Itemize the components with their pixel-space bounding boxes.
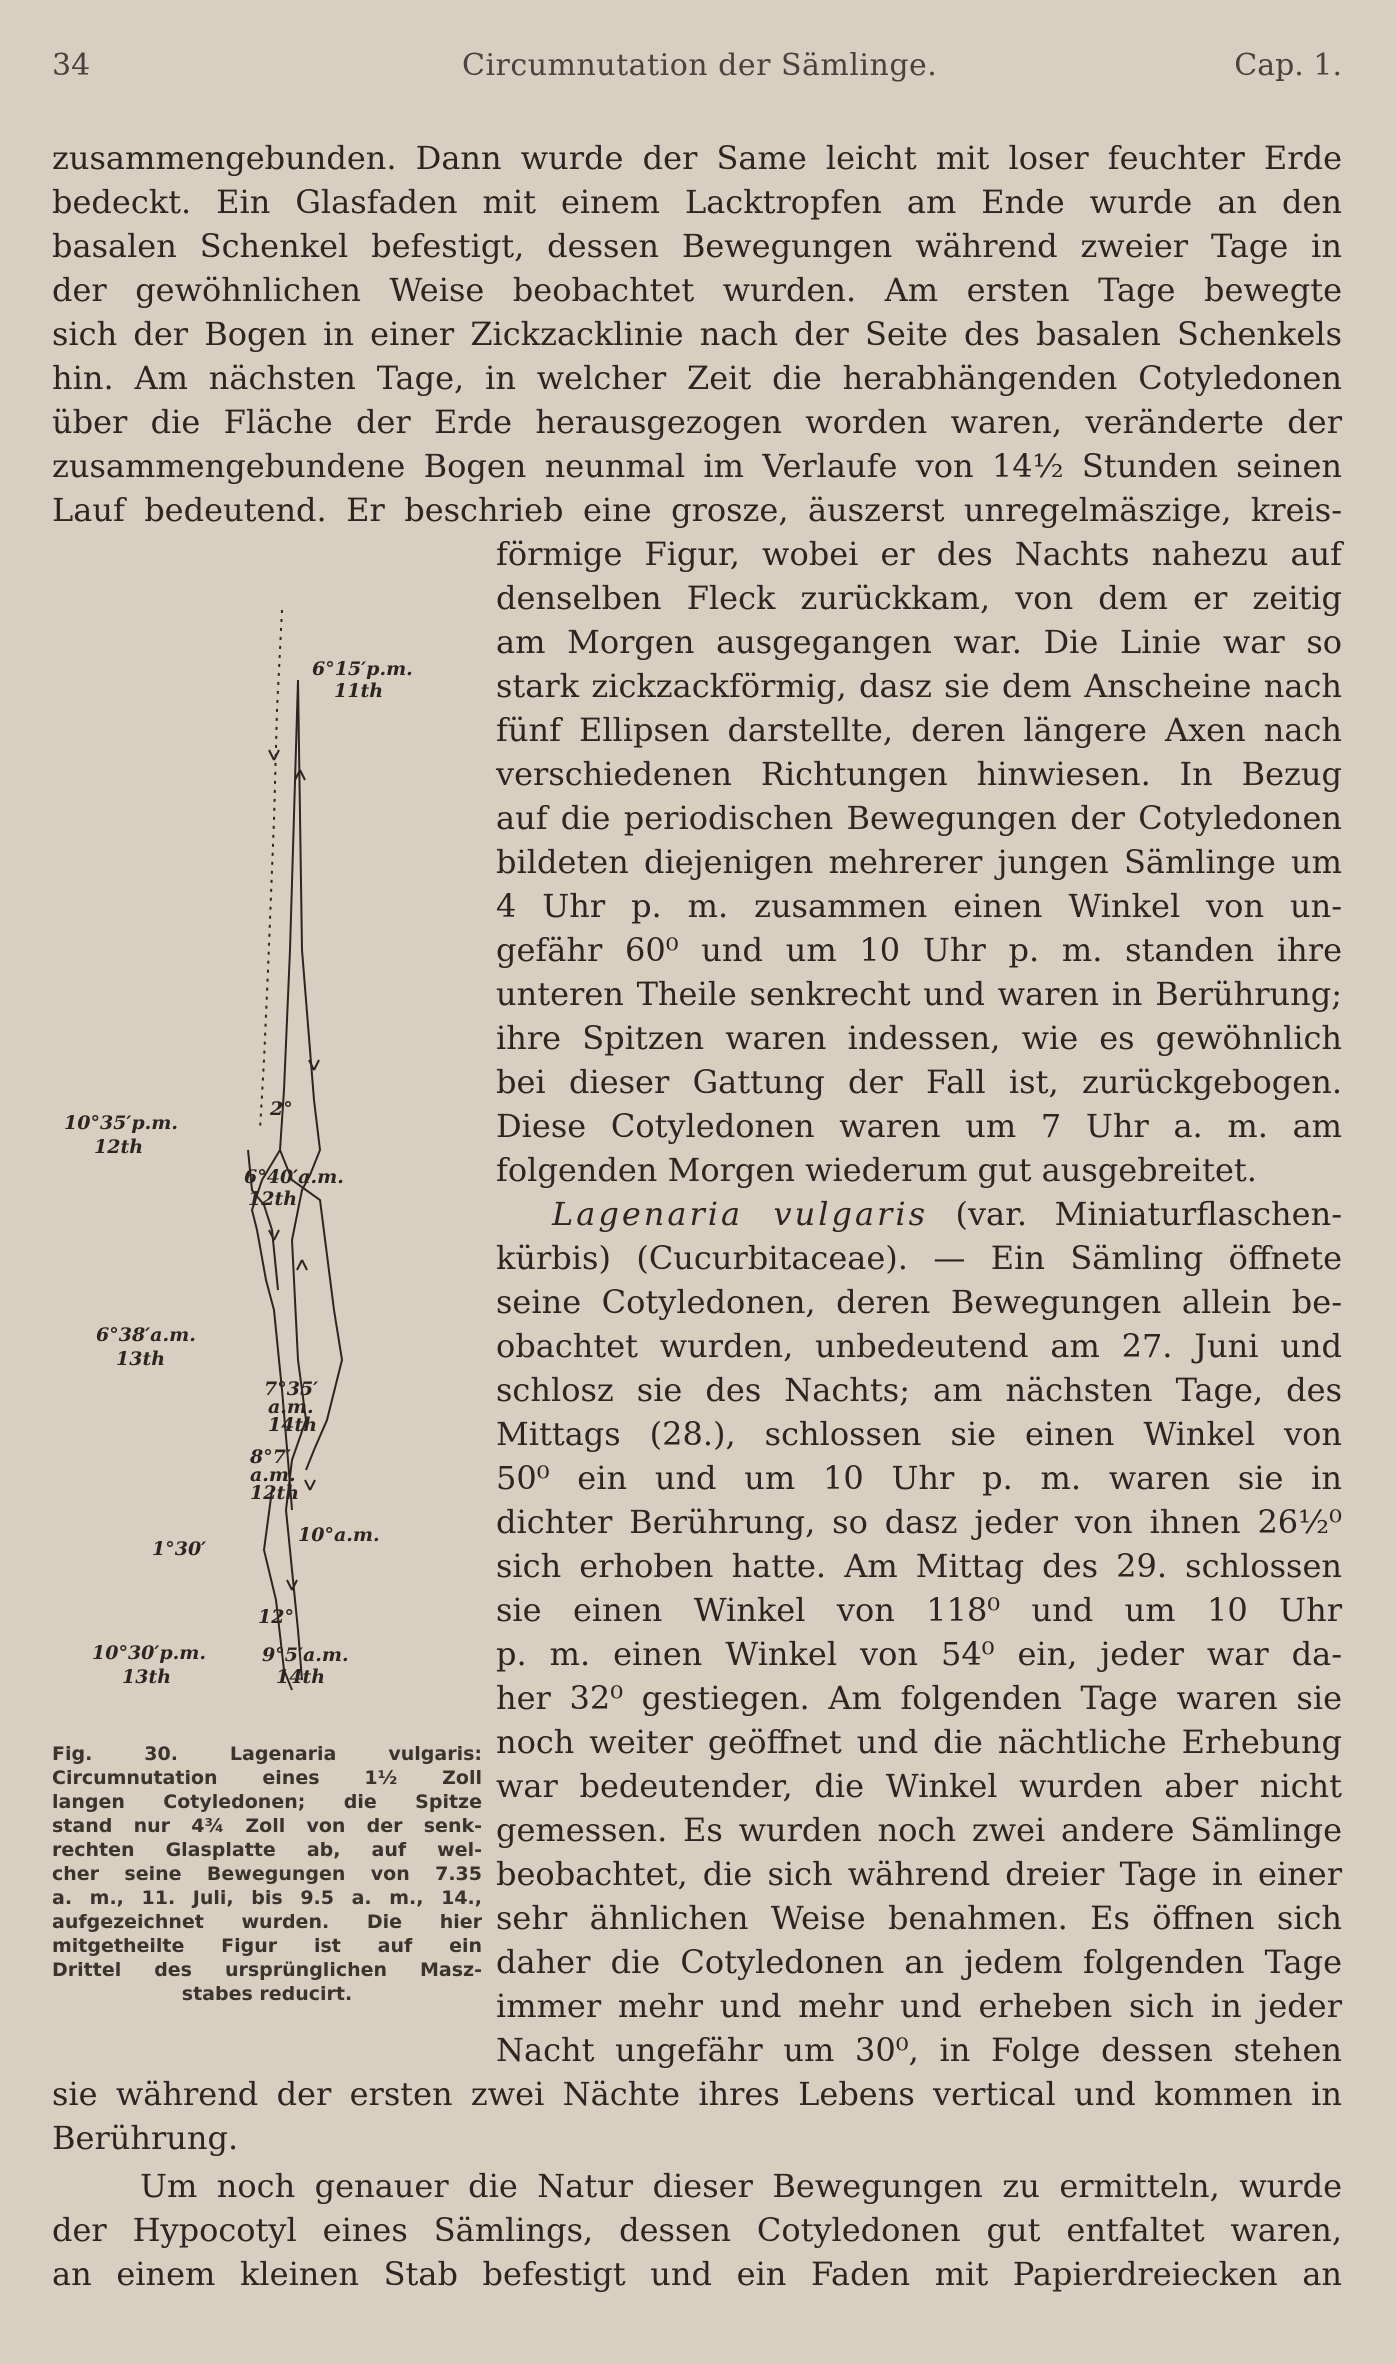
text-line: bei dieser Gattung der Fall ist, zurückgebogen.	[496, 1063, 1342, 1101]
text-line: kürbis) (Cucurbitaceae). — Ein Sämling öffnete	[496, 1239, 1342, 1277]
fig-label: 10°a.m.	[298, 1524, 380, 1546]
fig-label: 1°30′	[152, 1538, 207, 1560]
text-line: sich der Bogen in einer Zickzacklinie nach der Seite des basalen Schenkels	[52, 315, 1342, 353]
fig-label: 12th	[248, 1188, 298, 1210]
caption-line: Fig. 30. Lagenaria vulgaris:	[52, 1743, 482, 1765]
text-line: Lauf bedeutend. Er beschrieb eine grosze, äuszerst unregelmäszige, kreis-	[52, 491, 1342, 529]
text-line: an einem kleinen Stab befestigt und ein Faden mit Papierdreiecken an	[52, 2255, 1342, 2293]
fig-label: 14th	[276, 1666, 326, 1688]
text-line: basalen Schenkel befestigt, dessen Bewegungen während zweier Tage in	[52, 227, 1342, 265]
text-line: gemessen. Es wurden noch zwei andere Sämlinge	[496, 1811, 1342, 1849]
text-line: Diese Cotyledonen waren um 7 Uhr a. m. am	[496, 1107, 1342, 1145]
caption-line: Circumnutation eines 1½ Zoll	[52, 1767, 482, 1789]
text-line: bildeten diejenigen mehrerer jungen Sämlinge um	[496, 843, 1342, 881]
fig-label: 13th	[122, 1666, 172, 1688]
text-line: war bedeutender, die Winkel wurden aber nicht	[496, 1767, 1342, 1805]
text-line: sie einen Winkel von 118⁰ und um 10 Uhr	[496, 1591, 1342, 1629]
running-title: Circumnutation der Sämlinge.	[462, 48, 938, 83]
page-number: 34	[52, 48, 91, 83]
text-line: denselben Fleck zurückkam, von dem er zeitig	[496, 579, 1342, 617]
arrow-down	[287, 1580, 297, 1590]
text-line: seine Cotyledonen, deren Bewegungen allein be-	[496, 1283, 1342, 1321]
text-line: unteren Theile senkrecht und waren in Berührung;	[496, 975, 1342, 1013]
caption-line: langen Cotyledonen; die Spitze	[52, 1791, 482, 1813]
figure-caption	[52, 1742, 482, 2006]
text-line: 50⁰ ein und um 10 Uhr p. m. waren sie in	[496, 1459, 1342, 1497]
text-line: fünf Ellipsen darstellte, deren längere Axen nach	[496, 711, 1342, 749]
species-line	[496, 1192, 1342, 1236]
figure-30	[52, 590, 492, 1730]
fig-label: a.m.	[268, 1396, 314, 1418]
text-line: daher die Cotyledonen an jedem folgenden Tage	[496, 1943, 1342, 1981]
text-line: folgenden Morgen wiederum gut ausgebreitet.	[496, 1151, 1257, 1189]
text-line: zusammengebunden. Dann wurde der Same leicht mit loser feuchter Erde	[52, 139, 1342, 177]
species-rest: (var. Miniaturflaschen-	[927, 1195, 1342, 1233]
arrow-up	[297, 1260, 307, 1270]
fig-label: 6°38′a.m.	[96, 1324, 196, 1346]
fig-label: 9°5′a.m.	[262, 1644, 349, 1666]
fig-label: a.m.	[250, 1464, 296, 1486]
fig-label: 12°	[258, 1606, 294, 1628]
fig-label: 6°15′p.m.	[312, 658, 413, 680]
caption-line: mitgetheilte Figur ist auf ein	[52, 1935, 482, 1957]
arrow-down	[305, 1480, 315, 1490]
fig-label: 10°35′p.m.	[64, 1112, 179, 1134]
caption-line: aufgezeichnet wurden. Die hier	[52, 1911, 482, 1933]
species-name: Lagenaria vulgaris	[552, 1195, 928, 1233]
fig-label: 14th	[268, 1414, 318, 1436]
fig-label: 12th	[94, 1136, 144, 1158]
text-line: 4 Uhr p. m. zusammen einen Winkel von un-	[496, 887, 1342, 925]
page-header	[52, 48, 1342, 96]
text-line: sich erhoben hatte. Am Mittag des 29. schlossen	[496, 1547, 1342, 1585]
text-line: Mittags (28.), schlossen sie einen Winkel von	[496, 1415, 1342, 1453]
text-line: förmige Figur, wobei er des Nachts nahezu auf	[496, 535, 1342, 573]
text-line: noch weiter geöffnet und die nächtliche Erhebung	[496, 1723, 1342, 1761]
text-line: Berührung.	[52, 2119, 239, 2157]
text-line: p. m. einen Winkel von 54⁰ ein, jeder war da-	[496, 1635, 1342, 1673]
text-line: ihre Spitzen waren indessen, wie es gewöhnlich	[496, 1019, 1342, 1057]
fig-label: 13th	[116, 1348, 166, 1370]
text-line: obachtet wurden, unbedeutend am 27. Juni und	[496, 1327, 1342, 1365]
caption-line: rechten Glasplatte ab, auf wel-	[52, 1839, 482, 1861]
fig-label: 6°40′a.m.	[244, 1166, 344, 1188]
text-line: Um noch genauer die Natur dieser Bewegungen zu ermitteln, wurde	[140, 2167, 1342, 2205]
caption-line: stand nur 4¾ Zoll von der senk-	[52, 1815, 482, 1837]
fig-label: 8°7′	[250, 1446, 291, 1468]
fig-label: 12th	[250, 1482, 300, 1504]
text-line: sehr ähnlichen Weise benahmen. Es öffnen sich	[496, 1899, 1342, 1937]
caption-line: a. m., 11. Juli, bis 9.5 a. m., 14.,	[52, 1887, 482, 1909]
text-line: verschiedenen Richtungen hinwiesen. In Bezug	[496, 755, 1342, 793]
text-line: Nacht ungefähr um 30⁰, in Folge dessen stehen	[496, 2031, 1342, 2069]
text-line: bedeckt. Ein Glasfaden mit einem Lacktropfen am Ende wurde an den	[52, 183, 1342, 221]
text-line: der gewöhnlichen Weise beobachtet wurden. Am ersten Tage bewegte	[52, 271, 1342, 309]
fig-label: 11th	[334, 680, 384, 702]
text-line: der Hypocotyl eines Sämlings, dessen Cotyledonen gut entfaltet waren,	[52, 2211, 1342, 2249]
fig-label: 7°35′	[264, 1378, 319, 1400]
text-line: am Morgen ausgegangen war. Die Linie war so	[496, 623, 1342, 661]
text-line: immer mehr und mehr und erheben sich in jeder	[496, 1987, 1342, 2025]
fig-label: 2°	[270, 1098, 293, 1120]
arrow-down	[269, 1230, 279, 1240]
text-line: dichter Berührung, so dasz jeder von ihnen 26½⁰	[496, 1503, 1342, 1541]
fig-label: 10°30′p.m.	[92, 1642, 207, 1664]
arrow-down	[269, 750, 279, 760]
caption-line: cher seine Bewegungen von 7.35	[52, 1863, 482, 1885]
text-line: auf die periodischen Bewegungen der Cotyledonen	[496, 799, 1342, 837]
text-line: zusammengebundene Bogen neunmal im Verlaufe von 14½ Stunden seinen	[52, 447, 1342, 485]
caption-line: Drittel des ursprünglichen Masz-	[52, 1959, 482, 1981]
text-line: schlosz sie des Nachts; am nächsten Tage, des	[496, 1371, 1342, 1409]
chapter-label: Cap. 1.	[1234, 48, 1342, 83]
text-line: beobachtet, die sich während dreier Tage in einer	[496, 1855, 1342, 1893]
text-line: her 32⁰ gestiegen. Am folgenden Tage waren sie	[496, 1679, 1342, 1717]
text-line: über die Fläche der Erde herausgezogen worden waren, veränderte der	[52, 403, 1342, 441]
night-trace-dotted	[260, 610, 282, 1130]
text-line: hin. Am nächsten Tage, in welcher Zeit die herabhängenden Cotyledonen	[52, 359, 1342, 397]
caption-line: stabes reducirt.	[181, 1983, 353, 2005]
circumnutation-trace	[52, 590, 492, 1730]
text-line: sie während der ersten zwei Nächte ihres Lebens vertical und kommen in	[52, 2075, 1342, 2113]
text-line: stark zickzackförmig, dasz sie dem Anscheine nach	[496, 667, 1342, 705]
text-line: gefähr 60⁰ und um 10 Uhr p. m. standen ihre	[496, 931, 1342, 969]
